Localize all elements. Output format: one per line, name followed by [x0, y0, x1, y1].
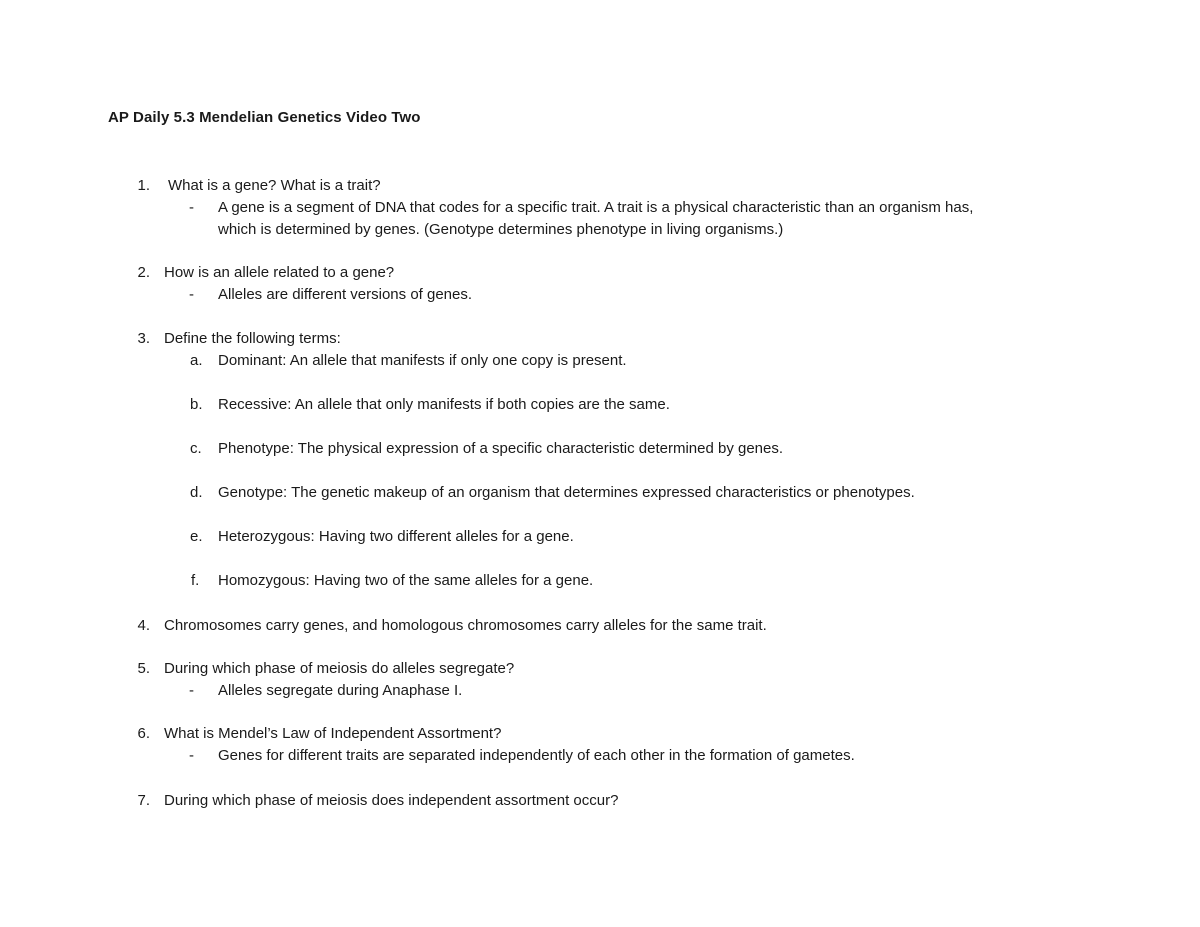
term-marker: b. — [190, 396, 203, 413]
question-number: 1. — [137, 177, 150, 194]
answer-text: A gene is a segment of DNA that codes for a specific trait. A trait is a physical characteristic than an organism has, — [218, 199, 974, 216]
answer-dash: - — [189, 199, 194, 216]
question-text: During which phase of meiosis does independent assortment occur? — [164, 792, 619, 809]
answer-text: Alleles segregate during Anaphase I. — [218, 682, 463, 699]
answer-dash: - — [189, 682, 194, 699]
term-marker: c. — [190, 440, 202, 457]
term-marker: d. — [190, 484, 203, 501]
question-number: 5. — [137, 660, 150, 677]
term-definition: Heterozygous: Having two different alleles for a gene. — [218, 528, 574, 545]
document-title: AP Daily 5.3 Mendelian Genetics Video Two — [108, 109, 421, 126]
term-definition: Recessive: An allele that only manifests if both copies are the same. — [218, 396, 670, 413]
term-definition: Homozygous: Having two of the same alleles for a gene. — [218, 572, 594, 589]
answer-text: Alleles are different versions of genes. — [218, 286, 473, 303]
term-marker: e. — [190, 528, 203, 545]
answer-dash: - — [189, 747, 194, 764]
question-text: What is a gene? What is a trait? — [168, 177, 381, 194]
statement-text: Chromosomes carry genes, and homologous chromosomes carry alleles for the same trait. — [164, 617, 767, 634]
term-definition: Genotype: The genetic makeup of an organism that determines expressed characteristics or phenotypes. — [218, 484, 915, 501]
question-number: 3. — [137, 330, 150, 347]
question-number: 7. — [137, 792, 150, 809]
question-text: How is an allele related to a gene? — [164, 264, 395, 281]
answer-text-continued: which is determined by genes. (Genotype determines phenotype in living organisms.) — [218, 221, 784, 238]
term-marker: a. — [190, 352, 203, 369]
question-text: What is Mendel’s Law of Independent Assortment? — [164, 725, 502, 742]
question-number: 6. — [137, 725, 150, 742]
question-text: Define the following terms: — [164, 330, 341, 347]
question-number: 2. — [137, 264, 150, 281]
question-text: During which phase of meiosis do alleles segregate? — [164, 660, 515, 677]
term-definition: Phenotype: The physical expression of a specific characteristic determined by genes. — [218, 440, 784, 457]
answer-text: Genes for different traits are separated independently of each other in the formation of gametes. — [218, 747, 855, 764]
term-definition: Dominant: An allele that manifests if only one copy is present. — [218, 352, 627, 369]
question-number: 4. — [137, 617, 150, 634]
answer-dash: - — [189, 286, 194, 303]
term-marker: f. — [191, 572, 200, 589]
